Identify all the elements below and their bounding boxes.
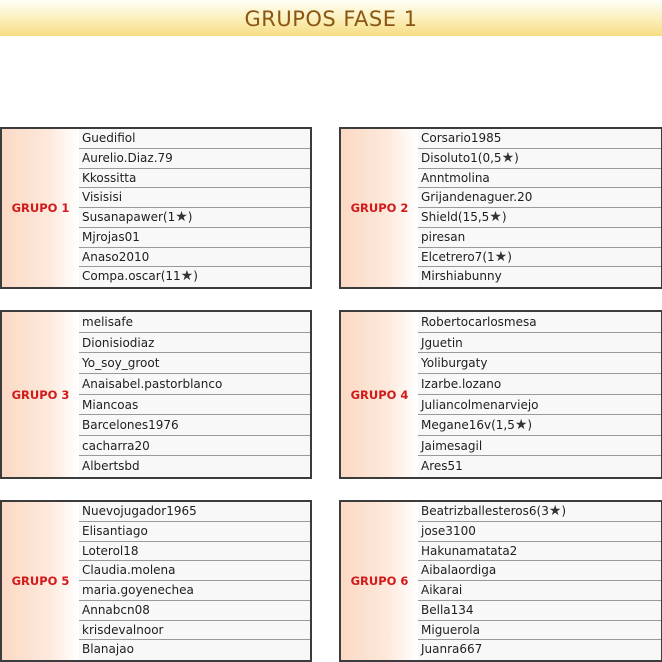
member-name: cacharra20 [82,438,150,453]
group-label: GRUPO 1 [2,129,80,287]
member-score: 1 [487,249,495,264]
star-icon: ★ [494,248,508,265]
group-5 [0,500,312,662]
member-score: 3 [541,504,549,518]
member-name: Yoliburgaty [421,356,488,371]
member-row [79,395,310,416]
group-label: GRUPO 4 [341,312,419,477]
member-row [418,581,661,601]
member-row [79,353,310,374]
star-icon: ★ [501,149,515,166]
member-list [79,502,310,660]
member-row [418,267,661,287]
member-row: Elcetrero7(1★) [418,248,661,268]
member-name: Megane16v [421,418,492,433]
member-row [418,395,661,416]
member-list [418,129,661,287]
member-row [418,333,661,354]
member-score: 15,5 [462,210,490,224]
member-name: Blanajao [82,642,134,657]
member-name: Jaimesagil [421,438,483,453]
member-row [79,456,310,477]
member-name: krisdevalnoor [82,622,164,637]
member-row [79,436,310,457]
member-row [79,312,310,333]
member-row [79,415,310,436]
member-name: Susanapawer [82,210,163,224]
member-score: 1 [167,210,176,224]
member-row [418,542,661,562]
member-name: Kkossitta [82,170,137,185]
star-icon: ★ [489,209,502,225]
member-row [79,188,310,208]
member-row [418,456,661,477]
member-row [418,353,661,374]
member-row [418,228,661,248]
member-row: Beatrizballesteros6(3★) [418,502,661,522]
star-icon: ★ [548,503,562,519]
member-name: Miancoas [82,397,139,412]
member-name: Disoluto1 [421,150,478,165]
member-score: 0,5 [482,150,502,165]
group-label: GRUPO 3 [2,312,80,477]
member-row [418,522,661,542]
member-name: Nuevojugador1965 [82,504,197,518]
member-row [418,312,661,333]
member-row [418,188,661,208]
member-name: Juanra667 [421,642,483,657]
group-4 [339,310,662,479]
member-name: maria.goyenechea [82,583,194,597]
member-row [418,601,661,621]
member-name: Aikarai [421,583,463,597]
member-name: Shield [421,210,458,224]
member-row [79,149,310,169]
member-name: Dionisiodiaz [82,335,155,350]
member-row [79,248,310,268]
group-label: GRUPO 5 [2,502,80,660]
star-icon: ★ [180,268,194,285]
star-icon: ★ [514,417,528,434]
star-icon: ★ [175,209,188,225]
member-row [79,621,310,641]
member-name: Jguetin [421,335,463,350]
member-name: Compa.oscar [82,269,161,284]
member-row [79,169,310,189]
member-row [79,374,310,395]
member-name: Barcelones1976 [82,418,179,433]
member-row [79,542,310,562]
member-name: Hakunamatata2 [421,543,518,558]
member-row [418,561,661,581]
member-list [418,312,661,477]
member-row [418,640,661,660]
member-row [79,502,310,522]
member-list [79,129,310,287]
member-row [79,333,310,354]
member-name: Elisantiago [82,523,148,538]
member-name: Loterol18 [82,543,139,558]
member-row: Shield(15,5★) [418,208,661,228]
member-name: Elcetrero7 [421,249,483,264]
member-name: Anaso2010 [82,249,150,264]
member-row [79,601,310,621]
member-row: Susanapawer(1★) [79,208,310,228]
member-name: Bella134 [421,602,474,617]
member-score: 1,5 [495,418,515,433]
member-name: Albertsbd [82,459,140,474]
member-name: Aibalaordiga [421,563,497,578]
member-name: Guedifiol [82,131,136,145]
page-title: GRUPOS FASE 1 [244,7,418,31]
member-name: Izarbe.lozano [421,376,502,391]
group-1 [0,127,312,289]
member-name: Mirshiabunny [421,269,502,284]
member-row [418,621,661,641]
member-row [418,436,661,457]
member-name: jose3100 [421,523,476,538]
group-6 [339,500,662,662]
member-name: piresan [421,229,466,244]
member-name: Anntmolina [421,170,490,185]
member-list [79,312,310,477]
member-name: Anaisabel.pastorblanco [82,376,223,391]
member-row [79,522,310,542]
member-row [418,374,661,395]
member-name: Beatrizballesteros6 [421,504,537,518]
member-name: Yo_soy_groot [82,356,160,371]
member-name: Annabcn08 [82,602,150,617]
member-name: Claudia.molena [82,563,176,578]
member-row: Disoluto1(0,5★) [418,149,661,169]
member-row [418,129,661,149]
member-name: Robertocarlosmesa [421,315,537,329]
member-name: Grijandenaguer.20 [421,190,533,205]
member-name: Juliancolmenarviejo [421,397,539,412]
member-list [418,502,661,660]
member-name: Miguerola [421,622,480,637]
group-label: GRUPO 6 [341,502,419,660]
member-row [79,228,310,248]
group-3 [0,310,312,479]
member-row: Megane16v(1,5★) [418,415,661,436]
member-row [79,640,310,660]
member-name: Corsario1985 [421,131,502,145]
member-row [418,169,661,189]
member-name: Visisisi [82,190,123,205]
member-name: melisafe [82,315,133,329]
member-row: Compa.oscar(11★) [79,267,310,287]
member-name: Aurelio.Diaz.79 [82,150,173,165]
member-row [79,561,310,581]
member-score: 11 [165,269,181,284]
group-label: GRUPO 2 [341,129,419,287]
member-name: Mjrojas01 [82,229,140,244]
member-row [79,581,310,601]
group-2 [339,127,662,289]
member-row [79,129,310,149]
member-name: Ares51 [421,459,463,474]
